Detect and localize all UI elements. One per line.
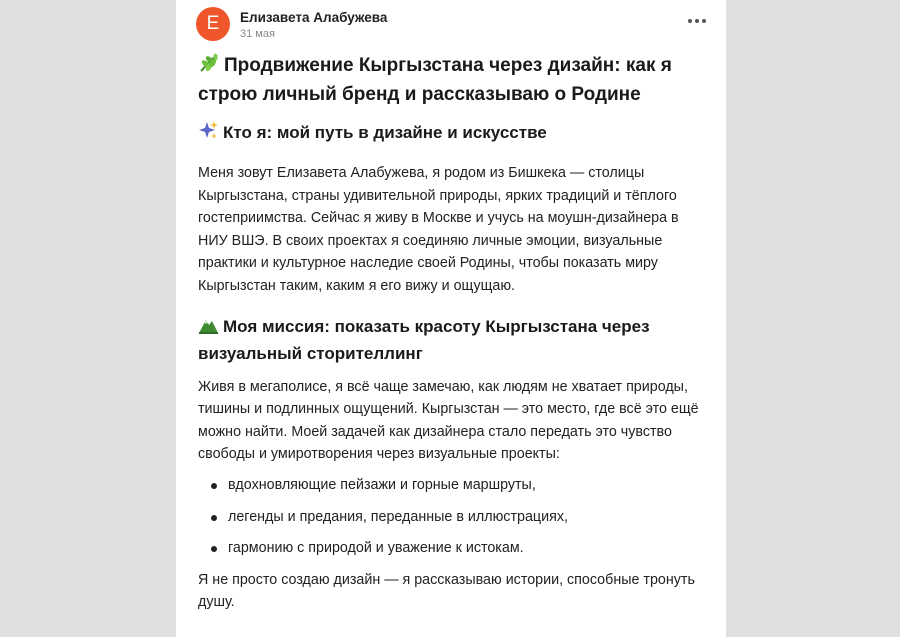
- mountain-icon: [198, 314, 219, 342]
- list-item: легенды и предания, переданные в иллюстрациях,: [198, 506, 706, 529]
- post-title-text: Продвижение Кыргызстана через дизайн: как я строю личный бренд и рассказываю о Родине: [198, 55, 672, 105]
- closing-text: Я не просто создаю дизайн — я рассказываю истории, способные тронуть душу.: [198, 571, 695, 611]
- post-header: [196, 7, 706, 47]
- section1-heading: [198, 120, 706, 148]
- post-date: 31 мая: [240, 28, 275, 40]
- section2-heading: [198, 314, 706, 366]
- section2-text: Живя в мегаполисе, я всё чаще замечаю, как людям не хватает природы, тишины и подлинных ощущений. Кыргызстан — это место, где всё это ещё можно найти. Моей задачей как дизайнера стало передать это чувство свободы и умиротворения через визуальные проекты:: [198, 378, 699, 463]
- more-dots-icon[interactable]: [688, 19, 706, 25]
- section1-heading-text: Кто я: мой путь в дизайне и искусстве: [223, 123, 547, 142]
- herb-leaf-icon: [198, 52, 220, 82]
- post-card: [176, 0, 726, 637]
- list-item: вдохновляющие пейзажи и горные маршруты,: [198, 474, 706, 497]
- section1-text: Меня зовут Елизавета Алабужева, я родом из Бишкека — столицы Кыргызстана, страны удивительной природы, ярких традиций и тёплого гостеприимства. Сейчас я живу в Москве и учусь на моушн-дизайнера в НИУ ВШЭ. В своих проектах я соединяю личные эмоции, визуальные практики и культурное наследие своей Родины, чтобы показать миру Кыргызстан таким, каким я его вижу и ощущаю.: [198, 165, 679, 294]
- list-item: гармонию с природой и уважение к истокам.: [198, 537, 706, 560]
- author-name[interactable]: Елизавета Алабужева: [240, 10, 388, 25]
- post-content: [198, 52, 706, 614]
- post-title: [198, 52, 706, 108]
- mission-list: [198, 474, 706, 560]
- section2-heading-text: Моя миссия: показать красоту Кыргызстана через визуальный сторителлинг: [198, 316, 650, 363]
- sparkles-icon: [198, 120, 219, 148]
- avatar[interactable]: Е: [196, 7, 230, 41]
